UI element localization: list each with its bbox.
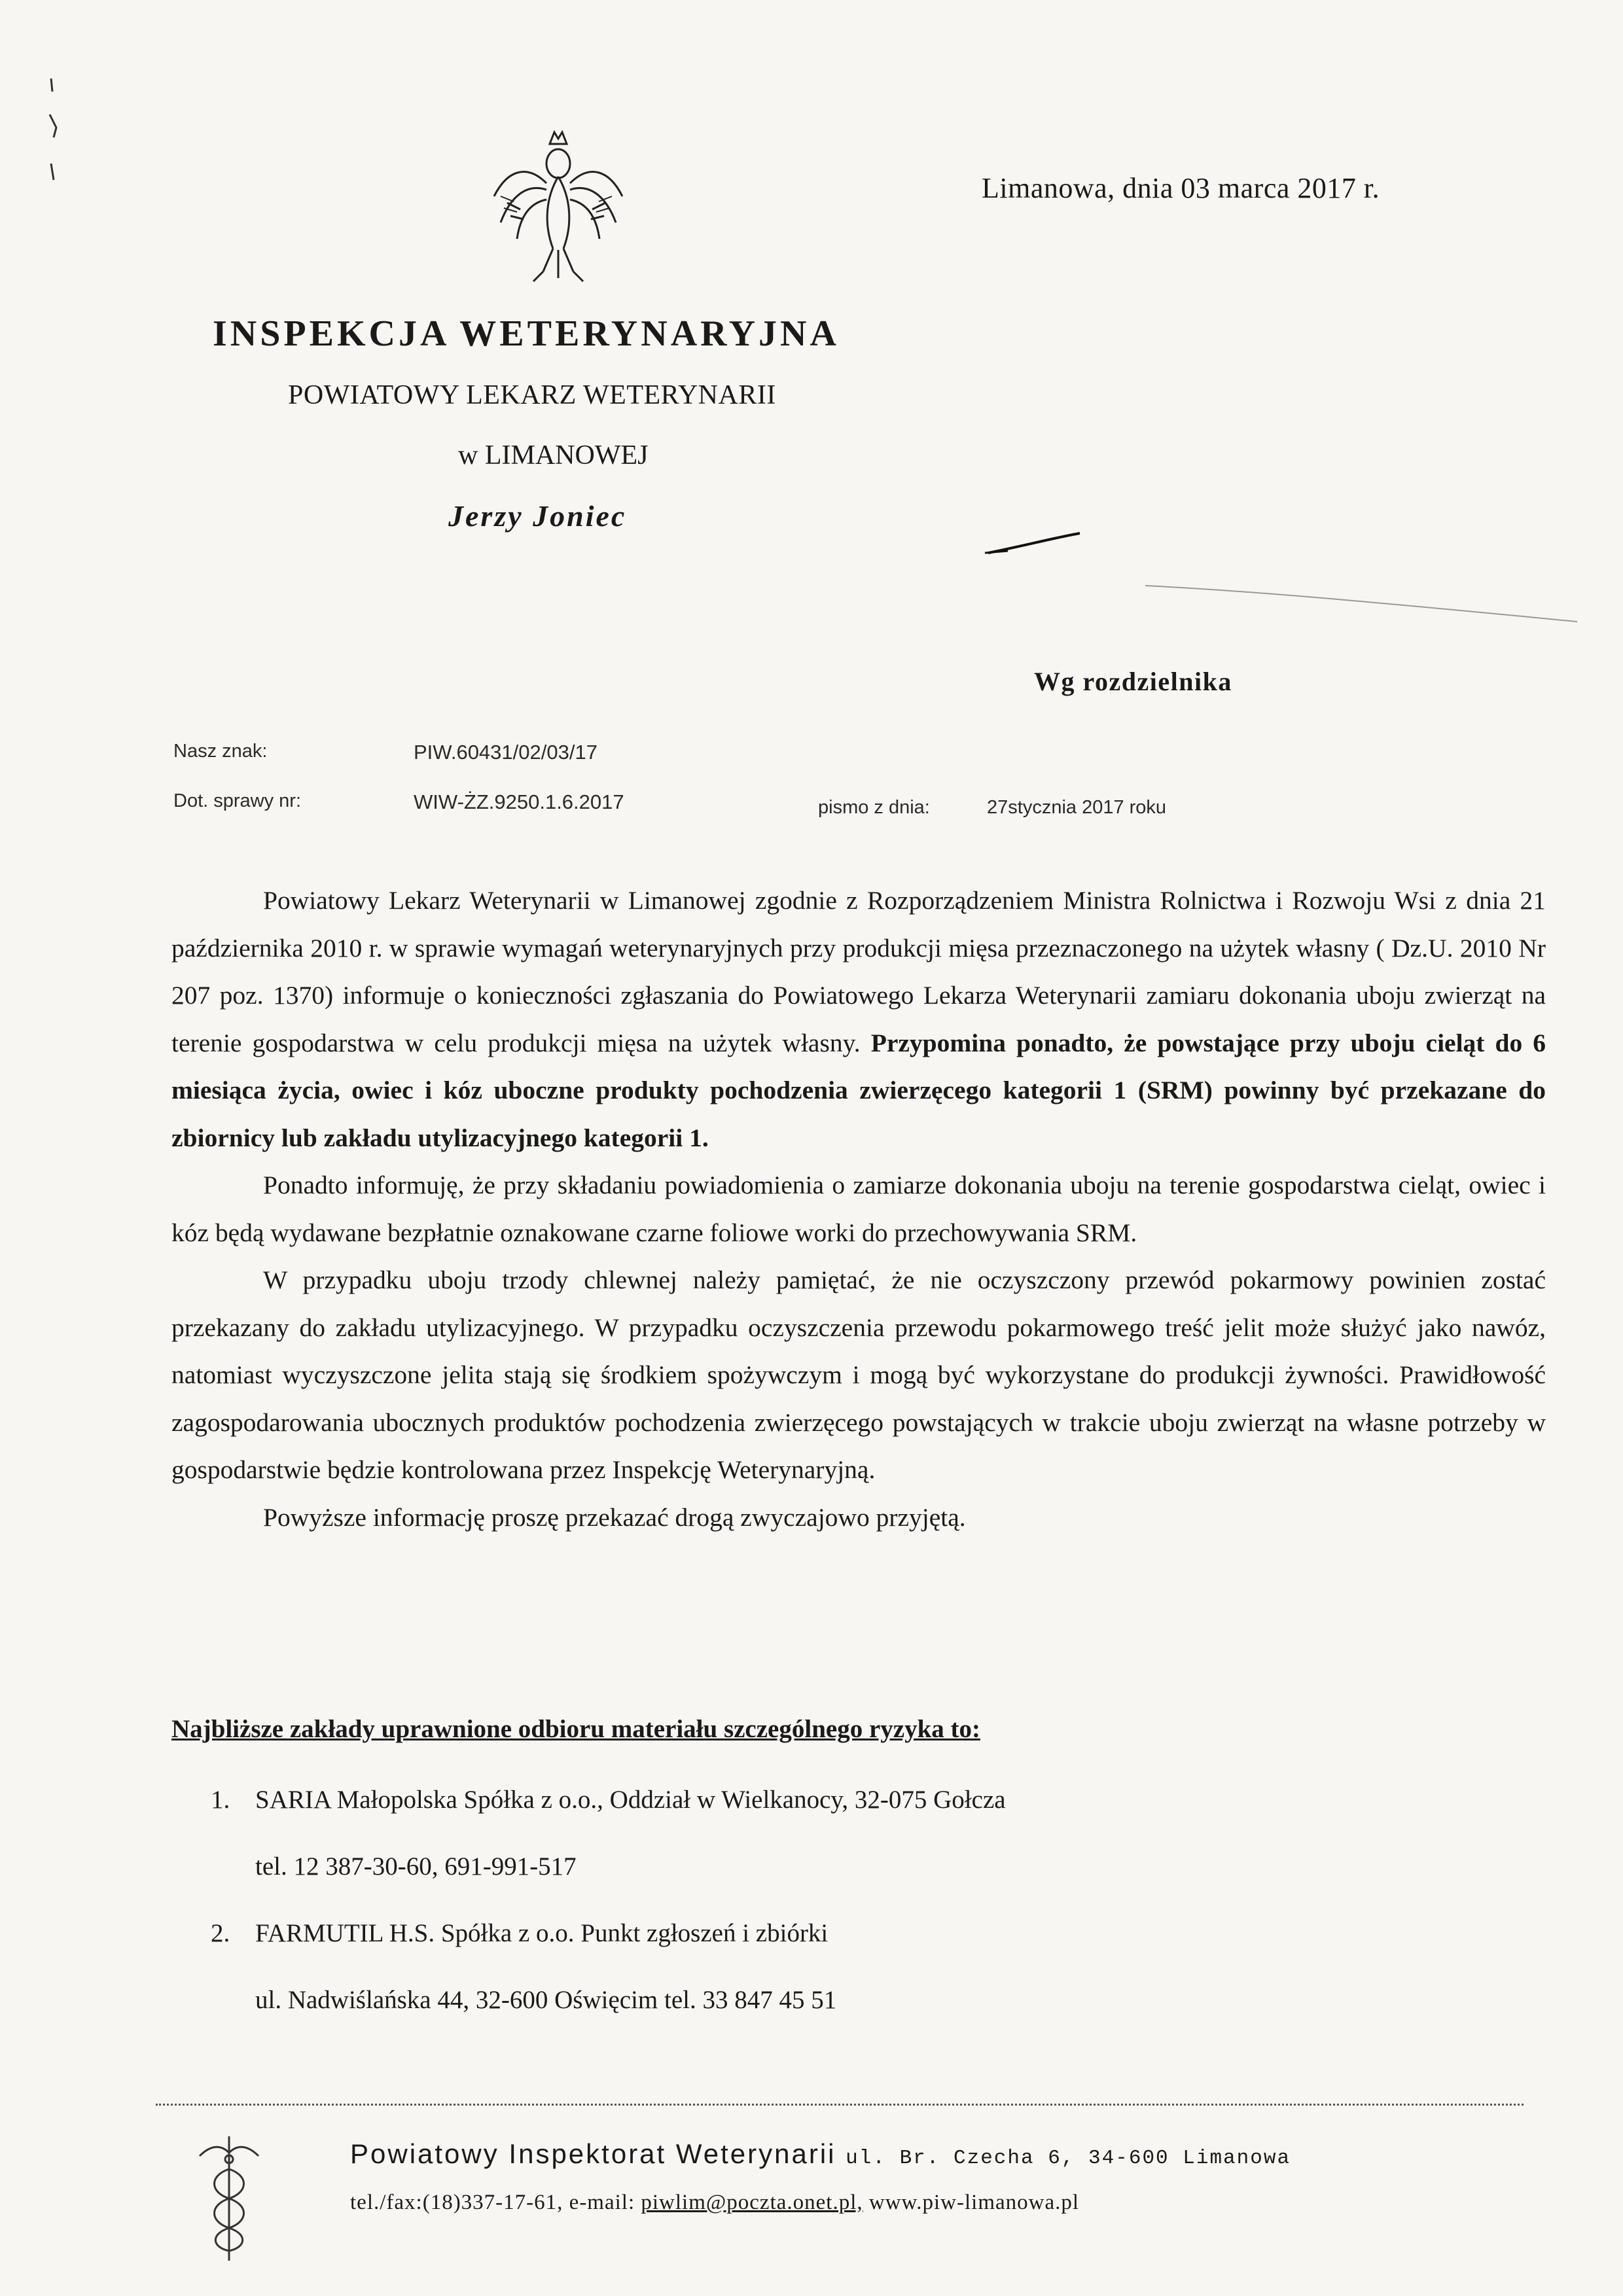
eagle-emblem-icon (481, 124, 635, 288)
letter-date-value: 27stycznia 2017 roku (987, 797, 1167, 818)
our-sign-value: PIW.60431/02/03/17 (414, 741, 597, 764)
plant-1-name: SARIA Małopolska Spółka z o.o., Oddział w Wielkanocy, 32-075 Gołcza (255, 1786, 1006, 1814)
paragraph-2: Ponadto informuję, że przy składaniu powiadomienia o zamiarze dokonania uboju na terenie gospodarstwa cieląt, owiec i kóz będą wydawane bezpłatnie oznakowane czarne foliowe worki do przechowywania SRM. (171, 1171, 1546, 1247)
footer-divider (156, 2104, 1524, 2106)
date-line: Limanowa, dnia 03 marca 2017 r. (982, 172, 1380, 204)
paragraph-3: W przypadku uboju trzody chlewnej należy pamiętać, że nie oczyszczony przewód pokarmowy powinien zostać przekazany do zakładu utylizacyjnego. W przypadku oczyszczenia przewodu pokarmowego treść jelit może służyć jako nawóz, natomiast wyczyszczone jelita stają się środkiem spożywczym i mogą być wykorzystane do produkcji żywności. Prawidłowość zagospodarowania ubocznych produktów pochodzenia zwierzęcego powstających w trakcie uboju zwierząt na własne potrzeby w gospodarstwie będzie kontrolowana przez Inspekcję Weterynaryjną. (171, 1265, 1546, 1484)
footer-line-1 (350, 2138, 1291, 2170)
paragraph-1 (171, 877, 1546, 1161)
plant-2-address: ul. Nadwiślańska 44, 32-600 Oświęcim tel. 33 847 45 51 (255, 1986, 837, 2014)
office-city: w LIMANOWEJ (458, 440, 649, 470)
footer-org: Powiatowy Inspektorat Weterynarii (350, 2138, 836, 2169)
veterinary-symbol-icon (187, 2130, 272, 2267)
footer-phone: tel./fax:(18)337-17-61, (350, 2191, 563, 2214)
plant-1-number: 1. (211, 1786, 230, 1814)
recipient: Wg rozdzielnika (1034, 667, 1232, 696)
footer-address: ul. Br. Czecha 6, 34-600 Limanowa (846, 2147, 1291, 2170)
footer-line-2 (350, 2191, 1079, 2215)
plant-1-phone: tel. 12 387-30-60, 691-991-517 (255, 1852, 577, 1881)
paragraph-1-bold: Przypomina ponadto, że powstające przy uboju cieląt do 6 miesiąca życia, owiec i kóz uboczne produkty pochodzenia zwierzęcego kategorii 1 (SRM) powinny być przekazane do zbiornicy lub zakładu utylizacyjnego kategorii 1. (171, 1028, 1546, 1152)
letter-date-label: pismo z dnia: (818, 797, 930, 818)
our-sign-label: Nasz znak: (173, 741, 268, 762)
officer-name: Jerzy Joniec (448, 499, 627, 533)
nearest-plants-heading: Najbliższe zakłady uprawnione odbioru materiału szczególnego ryzyka to: (171, 1715, 980, 1743)
plant-2-name: FARMUTIL H.S. Spółka z o.o. Punkt zgłoszeń i zbiórki (255, 1919, 829, 1947)
institution-name: INSPEKCJA WETERYNARYJNA (213, 313, 840, 354)
signature-mark (982, 523, 1584, 641)
case-value: WIW-ŻZ.9250.1.6.2017 (414, 790, 624, 813)
footer-email-label: e-mail: (569, 2191, 635, 2214)
case-label: Dot. sprawy nr: (173, 790, 301, 811)
paragraph-1-text: Powiatowy Lekarz Weterynarii w Limanowej zgodnie z Rozporządzeniem Ministra Rolnictwa i Rozwoju Wsi z dnia 21 października 2010 r. w sprawie wymagań weterynaryjnych przy produkcji mięsa przeznaczonego na użytek własny ( Dz.U. 2010 Nr 207 poz. 1370) informuje o konieczności zgłaszania do Powiatowego Lekarza Weterynarii zamiaru dokonania uboju zwierząt na terenie gospodarstwa w celu produkcji mięsa na użytek własny. (171, 886, 1546, 1057)
letter-body (171, 877, 1546, 1541)
paragraph-4: Powyższe informację proszę przekazać drogą zwyczajowo przyjętą. (263, 1502, 966, 1532)
footer-website-link[interactable]: www.piw-limanowa.pl (868, 2191, 1080, 2214)
footer-email-link[interactable]: piwlim@poczta.onet.pl, (641, 2191, 863, 2214)
plant-2-number: 2. (211, 1919, 230, 1947)
office-name: POWIATOWY LEKARZ WETERYNARII (288, 380, 776, 410)
scan-marks (45, 65, 71, 196)
